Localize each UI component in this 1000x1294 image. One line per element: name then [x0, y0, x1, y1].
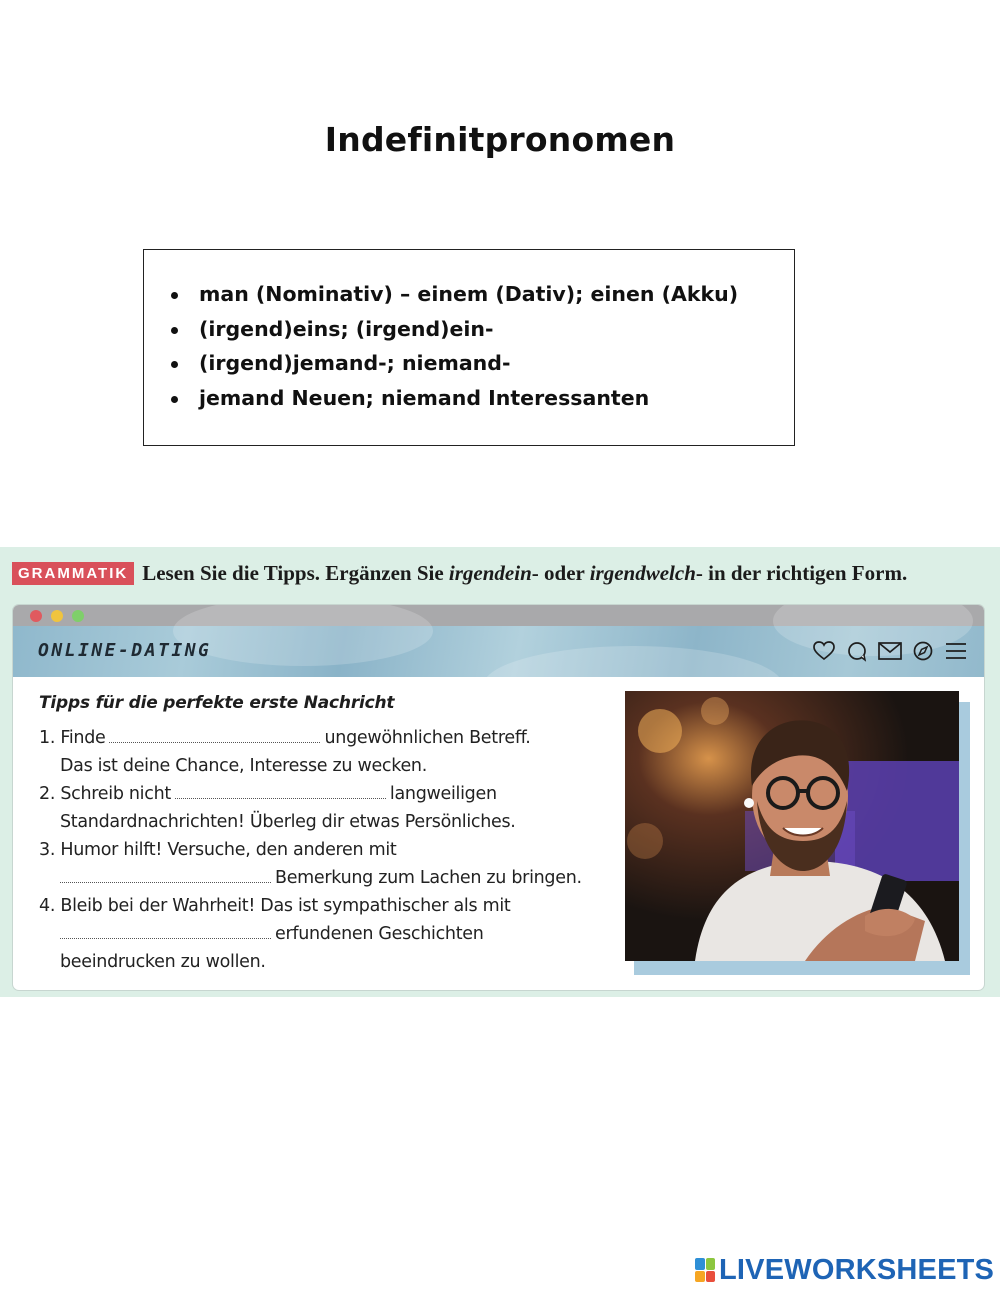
bullet-icon [171, 327, 178, 334]
minimize-dot-icon [51, 610, 63, 622]
bullet-icon [171, 361, 178, 368]
maximize-dot-icon [72, 610, 84, 622]
mail-icon[interactable] [878, 639, 902, 663]
site-header [13, 626, 984, 677]
instruction-row [12, 561, 907, 585]
exercise-panel [0, 547, 1000, 997]
page-title: Indefinitpronomen [324, 120, 676, 159]
tip-4-line: 4. Bleib bei der Wahrheit! Das ist sympathischer als mit [39, 896, 511, 916]
rule-item: (irgend)jemand-; niemand- [168, 346, 738, 381]
tip-2-line: 2. Schreib nicht langweiligen [39, 784, 497, 804]
browser-window [13, 605, 984, 990]
compass-icon[interactable] [911, 639, 935, 663]
site-toolbar [812, 639, 968, 663]
tip-1-cont: Das ist deine Chance, Interesse zu wecken. [60, 756, 427, 776]
answer-blank-1[interactable] [109, 726, 320, 743]
article-content [13, 677, 984, 990]
liveworksheets-logo-icon [695, 1258, 715, 1282]
man-with-phone-photo [625, 691, 959, 961]
answer-blank-3[interactable] [60, 866, 271, 883]
tip-3-cont: Bemerkung zum Lachen zu bringen. [56, 865, 582, 891]
answer-blank-2[interactable] [175, 782, 386, 799]
tip-4-end: beeindrucken zu wollen. [60, 952, 266, 972]
menu-icon[interactable] [944, 639, 968, 663]
instruction-text: Lesen Sie die Tipps. Ergänzen Sie irgendein- oder irgendwelch- in der richtigen Form. [142, 560, 908, 585]
grammatik-tag: GRAMMATIK [12, 562, 134, 585]
liveworksheets-wordmark: LIVEWORKSHEETS [719, 1253, 995, 1286]
tip-3-line: 3. Humor hilft! Versuche, den anderen mit [39, 840, 397, 860]
answer-blank-4[interactable] [60, 922, 271, 939]
tips-heading: Tipps für die perfekte erste Nachricht [39, 693, 395, 713]
rules-list [168, 277, 738, 415]
rule-item: man (Nominativ) – einem (Dativ); einen (Akku) [168, 277, 738, 312]
chat-bubble-icon[interactable] [845, 639, 869, 663]
close-dot-icon [30, 610, 42, 622]
liveworksheets-logo [695, 1253, 994, 1287]
bullet-icon [171, 292, 178, 299]
rules-box [143, 249, 795, 446]
site-brand: ONLINE-DATING [38, 640, 212, 661]
bullet-icon [171, 396, 178, 403]
rule-item: jemand Neuen; niemand Interessanten [168, 381, 738, 416]
tip-2-cont: Standardnachrichten! Überleg dir etwas Persönliches. [60, 812, 516, 832]
tip-1-line: 1. Finde ungewöhnlichen Betreff. [39, 728, 531, 748]
rule-item: (irgend)eins; (irgend)ein- [168, 312, 738, 347]
heart-icon[interactable] [812, 639, 836, 663]
tip-4-cont: erfundenen Geschichten [56, 921, 484, 947]
